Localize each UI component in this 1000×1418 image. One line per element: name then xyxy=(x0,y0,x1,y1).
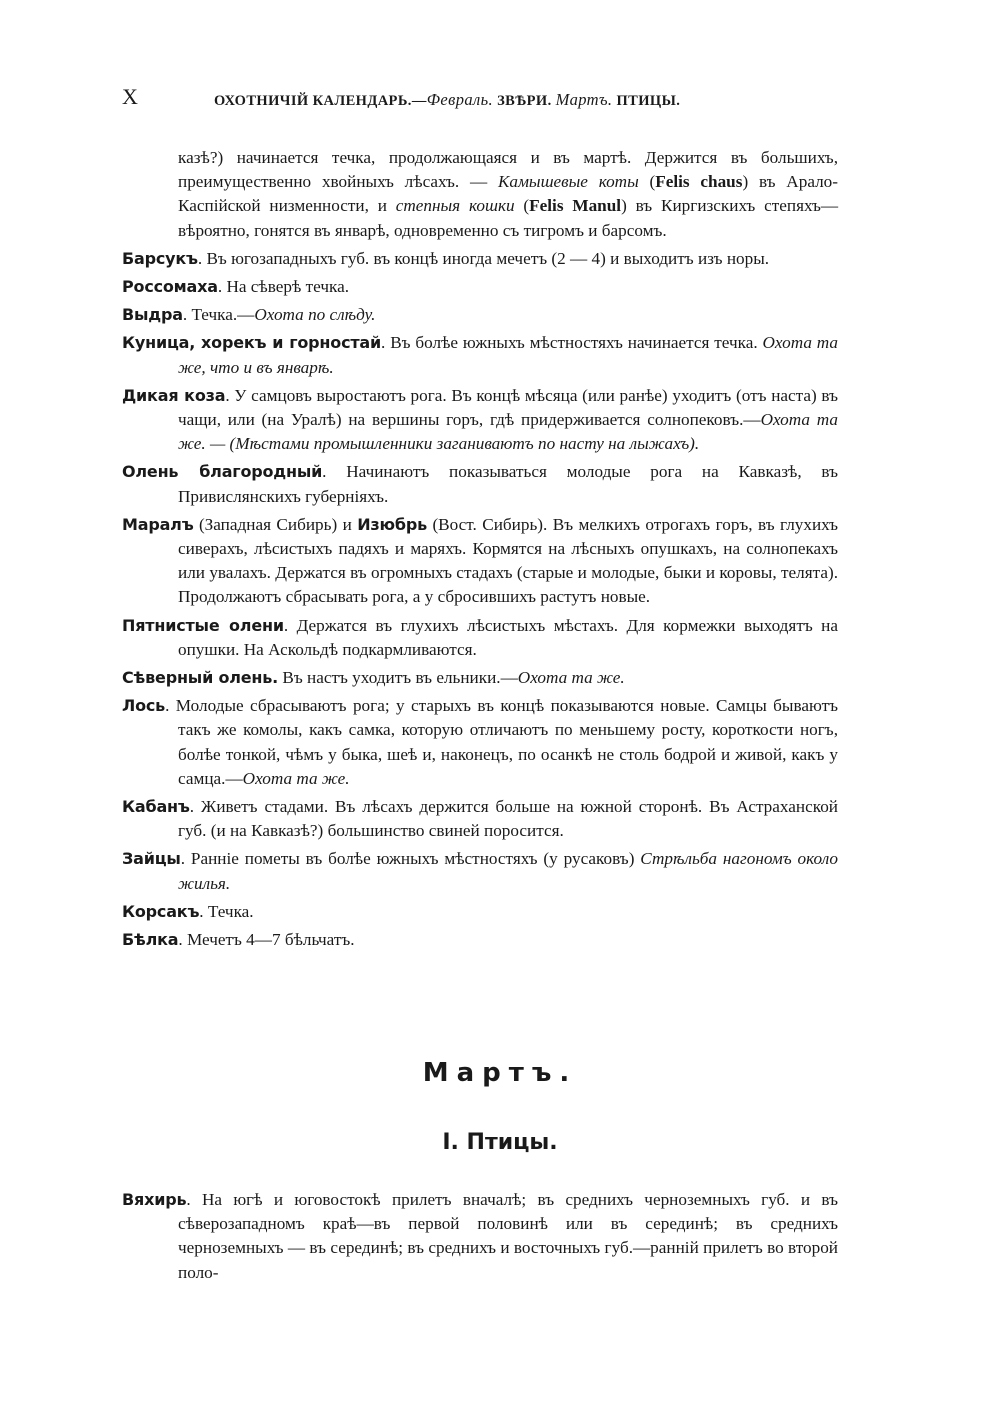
entry-text: (Вост. Сибирь). Въ мелкихъ отрогахъ горъ, въ глухихъ сиверахъ, лѣсистыхъ падяхъ и маряхъ. Кормятся на лѣсныхъ опушкахъ, на солнопекахъ или увалахъ. Держатся въ огромныхъ стадахъ (старые и молодые, быки и коровы, телята). Продолжаютъ сбрасывать рога, а у сбросившихъ растутъ новые. xyxy=(178,514,838,607)
entry-text: . У самцовъ выростаютъ рога. Въ концѣ мѣсяца (или ранѣе) уходитъ (отъ наста) въ чащи, или (на Уралѣ) на вершины горъ, гдѣ придерживается солнопековъ.— xyxy=(178,385,838,430)
entry-text: . Течка.— xyxy=(182,305,255,325)
header-title-part: Мартъ. xyxy=(555,90,613,109)
month-heading: Мартъ. xyxy=(422,1058,578,1088)
entry-term: Олень благородный xyxy=(122,462,323,482)
entry-kaban xyxy=(122,795,838,843)
entry-korsak xyxy=(122,900,838,924)
text: ( xyxy=(638,172,656,192)
entry-maral xyxy=(122,513,838,610)
header-title xyxy=(214,90,680,110)
entry-text: . Живетъ стадами. Въ лѣсахъ держится больше на южной сторонѣ. Въ Астраханской губ. (и на Кавказѣ?) большинство свиней поросится. xyxy=(178,797,838,841)
latin-name: Felis chaus xyxy=(655,172,743,192)
entry-text: Въ настъ уходитъ въ ельники.— xyxy=(278,668,518,688)
entry-barsuk xyxy=(122,247,838,271)
entry-term: Бѣлка xyxy=(122,930,179,950)
header-title-part: ЗВѢРИ. xyxy=(497,93,552,109)
text: ) въ Арало-Каспійской низменности, и xyxy=(178,172,838,216)
entry-italic: Охота та же. — (Мѣстами промышленники заганиваютъ по насту на лыжахъ). xyxy=(178,410,838,454)
entry-kunitsa xyxy=(122,331,838,379)
entry-text: . Въ болѣе южныхъ мѣстностяхъ начинается течка. xyxy=(381,333,763,353)
entry-italic: Охота та же, что и въ январѣ. xyxy=(178,333,838,377)
entry-term: Изюбрь xyxy=(357,514,428,534)
entry-belka xyxy=(122,928,838,952)
entry-vydra xyxy=(122,303,838,327)
page-number: X xyxy=(122,84,138,109)
entry-los xyxy=(122,694,838,791)
text: ( xyxy=(514,196,530,216)
entry-text: . Начинаютъ показываться молодые рога на Кавказѣ, въ Привислянскихъ губерніяхъ. xyxy=(178,462,839,506)
entry-olen xyxy=(122,460,838,508)
text: ) въ Киргизскихъ степяхъ—вѣроятно, гонятся въ январѣ, одновременно съ тигромъ и барсомъ. xyxy=(178,196,839,240)
entry-term: Пятнистые олени xyxy=(122,615,284,635)
text-italic: Камышевые коты xyxy=(497,172,639,192)
entry-text: . Въ югозападныхъ губ. въ концѣ иногда мечетъ (2 — 4) и выходитъ изъ норы. xyxy=(197,248,770,268)
entry-italic: Стрѣльба нагономъ около жилья. xyxy=(178,849,838,893)
entry-text: . Течка. xyxy=(199,901,254,921)
entry-term: Россомаха xyxy=(122,277,218,297)
entry-zaitsy xyxy=(122,847,838,895)
entry-term: Корсакъ xyxy=(122,901,200,921)
entry-text: . Ранніе пометы въ болѣе южныхъ мѣстностяхъ (у русаковъ) xyxy=(180,849,635,869)
entry-italic: Охота та же. xyxy=(517,668,625,688)
entry-italic: Охота по слѣду. xyxy=(254,305,376,325)
header-title-part: ОХОТНИЧІЙ КАЛЕНДАРЬ.— xyxy=(214,93,427,109)
entry-term: Лось xyxy=(122,696,166,716)
header-title-part: ПТИЦЫ. xyxy=(616,93,681,109)
entry-pyatnistye xyxy=(122,614,838,662)
entry-text: . На сѣверѣ течка. xyxy=(217,277,350,297)
entry-text: . Держатся въ глухихъ лѣсистыхъ мѣстахъ. Для кормежки выходятъ на опушки. На Аскольдѣ подкармливаются. xyxy=(178,615,839,659)
entry-italic: Охота та же. xyxy=(242,768,350,788)
header-title-part: Февраль. xyxy=(426,90,494,109)
entry-text: . На югѣ и юговостокѣ прилетъ вначалѣ; въ среднихъ черноземныхъ губ. и въ сѣверозападномъ краѣ—въ первой половинѣ или въ серединѣ; въ среднихъ черноземныхъ — въ серединѣ; въ среднихъ и восточныхъ губ.—ранній прилетъ во второй поло- xyxy=(178,1190,838,1282)
entry-term: Вяхирь xyxy=(122,1190,187,1209)
entry-term: Зайцы xyxy=(122,849,181,869)
entry-vyakhir xyxy=(122,1188,838,1285)
running-header xyxy=(122,84,834,114)
entry-text: . Молодые сбрасываютъ рога; у старыхъ въ концѣ показываются новые. Самцы бываютъ такъ же комолы, какъ самка, которую отличаютъ по меньшему росту, короткости ногъ, болѣе тонкой, чѣмъ у быка, шеѣ и, наконецъ, по осанкѣ не столь бодрой и живой, какъ у самца.— xyxy=(165,696,838,788)
text: казѣ?) начинается течка, продолжающаяся и въ мартѣ. Держится въ большихъ, преимущественно хвойныхъ лѣсахъ. — xyxy=(178,148,838,192)
entry-term: Кабанъ xyxy=(122,797,190,817)
section-heading: I. Птицы. xyxy=(442,1130,558,1155)
entry-term: Дикая коза xyxy=(122,385,226,405)
text-italic: степныя кошки xyxy=(395,196,515,216)
entry-term: Выдра xyxy=(122,305,183,325)
entry-term: Сѣверный олень. xyxy=(122,668,279,688)
entry-text: . Мечетъ 4—7 бѣльчатъ. xyxy=(178,930,355,950)
entry-text: (Западная Сибирь) и xyxy=(193,514,358,534)
entry-koza xyxy=(122,384,838,457)
birds-text xyxy=(122,1188,838,1289)
entry-rossomakha xyxy=(122,275,838,299)
entry-severny xyxy=(122,666,838,690)
entry-term: Куница, хорекъ и горностай xyxy=(122,333,382,353)
latin-name: Felis Manul xyxy=(529,196,622,216)
main-text xyxy=(122,146,838,956)
entry-term: Маралъ xyxy=(122,514,194,534)
entry-term: Барсукъ xyxy=(122,248,198,268)
paragraph-continuation xyxy=(122,146,838,243)
